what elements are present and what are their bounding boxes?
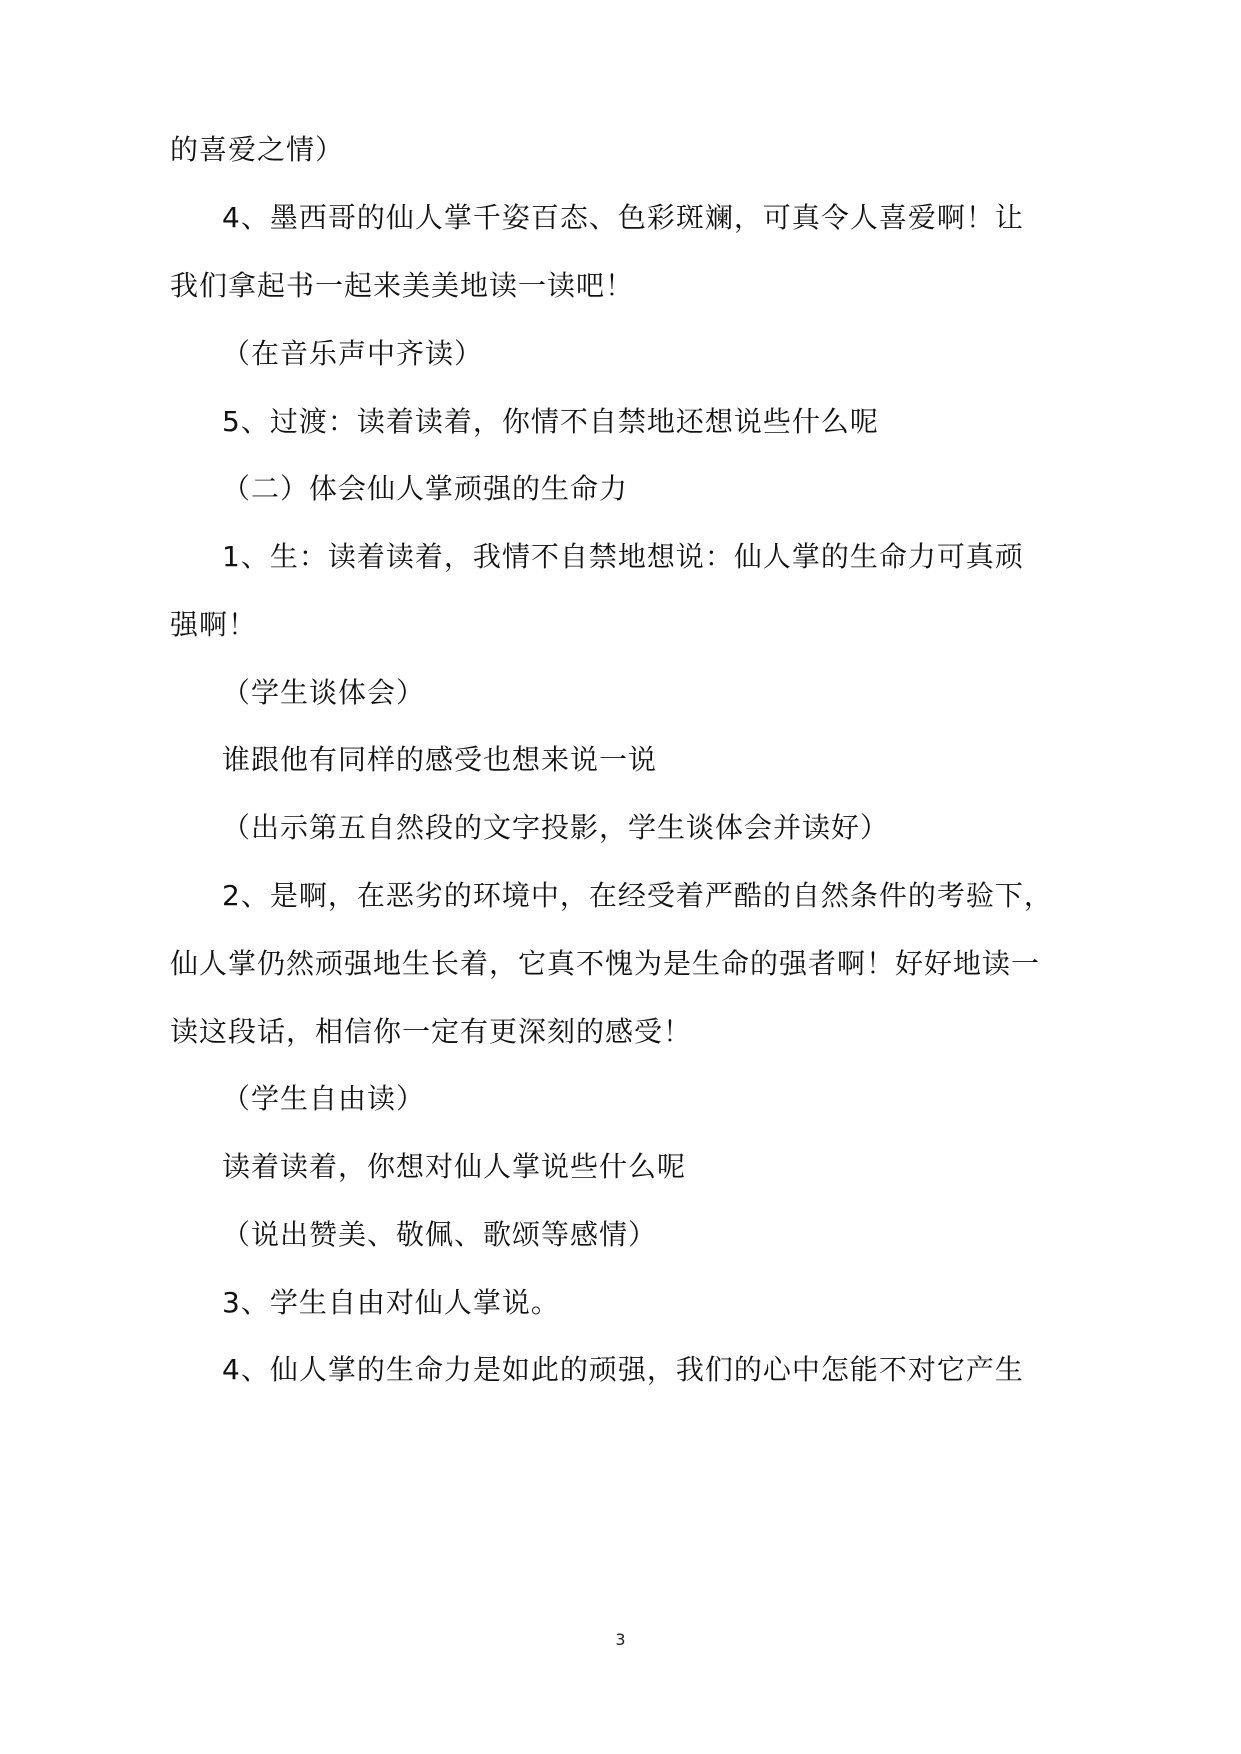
- text-line: 4、仙人掌的生命力是如此的顽强，我们的心中怎能不对它产生: [222, 1353, 1024, 1386]
- text-line: 谁跟他有同样的感受也想来说一说: [222, 743, 658, 776]
- text-line: 强啊！: [170, 608, 258, 641]
- text-line: （说出赞美、敬佩、歌颂等感情）: [222, 1218, 658, 1251]
- text-line: 4、墨西哥的仙人掌千姿百态、色彩斑斓，可真令人喜爱啊！让: [222, 201, 1024, 234]
- text-line: 2、是啊，在恶劣的环境中，在经受着严酷的自然条件的考验下，: [222, 879, 1053, 912]
- text-line: 3、学生自由对仙人掌说。: [222, 1286, 560, 1319]
- text-line: （在音乐声中齐读）: [222, 337, 484, 370]
- text-line: （学生谈体会）: [222, 676, 426, 709]
- text-line: 仙人掌仍然顽强地生长着，它真不愧为是生命的强者啊！好好地读一: [170, 947, 1041, 980]
- text-line: 读着读着，你想对仙人掌说些什么呢: [222, 1150, 687, 1183]
- text-line: 读这段话，相信你一定有更深刻的感受！: [170, 1015, 693, 1048]
- text-line: （出示第五自然段的文字投影，学生谈体会并读好）: [222, 811, 890, 844]
- text-line: 1、生：读着读着，我情不自禁地想说：仙人掌的生命力可真顽: [222, 540, 1024, 573]
- text-line: 的喜爱之情）: [170, 133, 345, 166]
- text-line: （学生自由读）: [222, 1082, 426, 1115]
- page-number: 3: [615, 1630, 626, 1649]
- section-heading: （二）体会仙人掌顽强的生命力: [222, 472, 629, 505]
- text-line: 5、过渡：读着读着，你情不自禁地还想说些什么呢: [222, 405, 879, 438]
- text-line: 我们拿起书一起来美美地读一读吧！: [170, 269, 635, 302]
